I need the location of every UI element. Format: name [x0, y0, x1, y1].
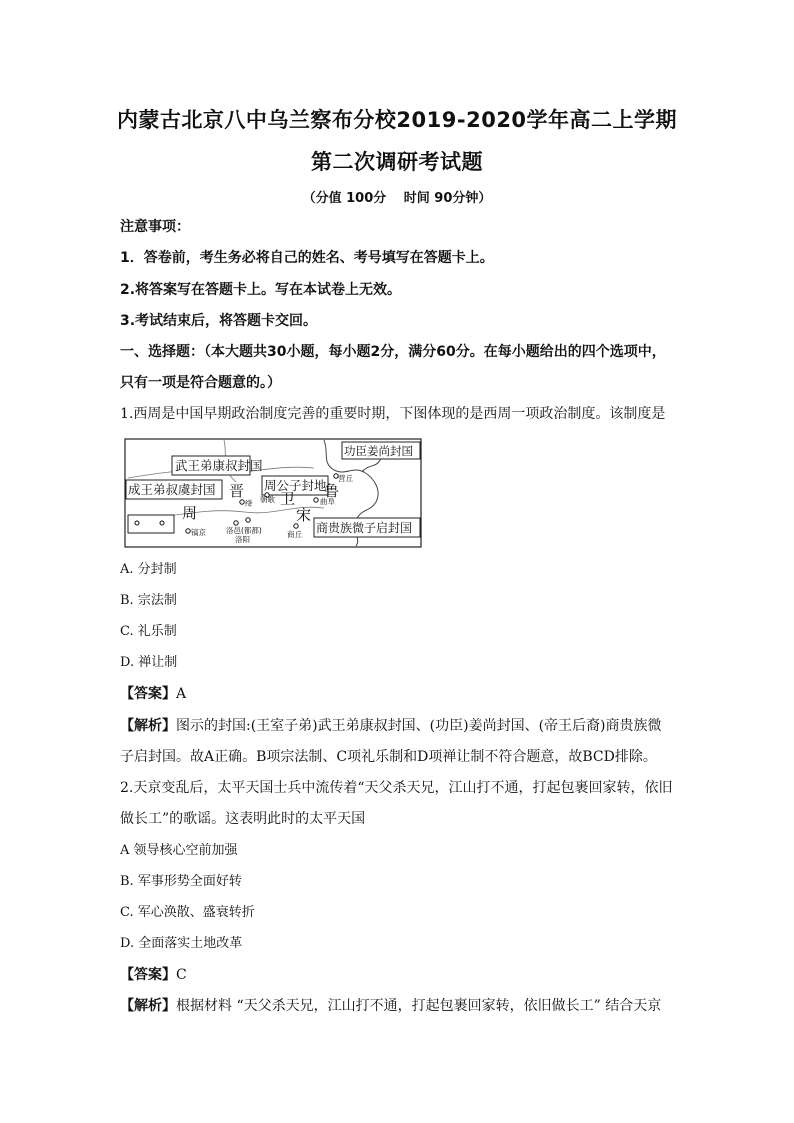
- q2-analysis-label: 【解析】: [120, 998, 176, 1014]
- map-city-jiang: 绛: [245, 499, 253, 508]
- q2-answer-label: 【答案】: [120, 967, 176, 983]
- q1-option-a: A. 分封制: [120, 562, 177, 577]
- exam-title-line2: 第二次调研考试题: [311, 150, 483, 174]
- map-box-zhougong-son: 周公子封地: [264, 478, 327, 493]
- q2-answer: [120, 965, 690, 985]
- note-item-2: 2.将答案写在答题卡上。写在本试卷上无效。: [120, 282, 402, 298]
- q2-option-b: B. 军事形势全面好转: [120, 874, 242, 889]
- q1-option-c: C. 礼乐制: [120, 624, 177, 639]
- q2-answer-value: C: [176, 967, 187, 983]
- map-city-luoyang: 洛阳: [235, 535, 250, 544]
- map-box-weiziqi: 商贵族微子启封国: [316, 521, 413, 535]
- q2-option-a: A 领导核心空前加强: [120, 843, 238, 858]
- q1-analysis-text-1: 图示的封国:(王室子弟)武王弟康叔封国、(功臣)姜尚封国、(帝王后裔)商贵族微: [176, 718, 662, 734]
- map-label-song: 宋: [296, 506, 312, 524]
- q1-option-b: B. 宗法制: [120, 593, 177, 608]
- section-title-line2: 只有一项是符合题意的。）: [120, 375, 281, 391]
- exam-title-line1: 内蒙古北京八中乌兰察布分校2019-2020学年高二上学期: [116, 108, 678, 132]
- note-item-3: 3.考试结束后，将答题卡交回。: [120, 313, 318, 329]
- q1-analysis-line2: 子启封国。故A正确。B项宗法制、C项礼乐制和D项禅让制不符合题意，故BCD排除。: [120, 749, 657, 765]
- note-item-1: 1．答卷前，考生务必将自己的姓名、考号填写在答题卡上。: [120, 250, 494, 266]
- q2-analysis-text-1: 根据材料 “天父杀天兄，江山打不通，打起包裹回家转，依旧做长工” 结合天京: [176, 998, 662, 1014]
- q1-analysis-label: 【解析】: [120, 718, 176, 734]
- score-time-info: （分值 100分 时间 90分钟）: [302, 191, 492, 206]
- q2-option-c: C. 军心涣散、盛衰转折: [120, 905, 255, 920]
- map-box-kangshu: 武王弟康叔封国: [175, 458, 263, 473]
- map-label-zhou: 周: [182, 504, 198, 522]
- q1-answer: [120, 684, 690, 704]
- q1-option-d: D. 禅让制: [120, 655, 178, 670]
- q1-answer-label: 【答案】: [120, 686, 176, 702]
- question-1-stem: 1.西周是中国早期政治制度完善的重要时期，下图体现的是西周一项政治制度。该制度是: [120, 406, 666, 422]
- q2-analysis-line1: [120, 996, 690, 1016]
- map-city-shangqiu: 商丘: [287, 530, 302, 539]
- map-label-wei: 卫: [280, 490, 296, 508]
- question-2-stem-line1: 2.天京变乱后，太平天国士兵中流传着“天父杀天兄，江山打不通，打起包裹回家转，依旧: [120, 780, 673, 796]
- question-2-stem-line2: 做长工”的歌谣。这表明此时的太平天国: [120, 811, 366, 827]
- map-box-jiangshang: 功臣姜尚封国: [344, 444, 413, 458]
- western-zhou-fiefdom-map: [124, 438, 422, 548]
- section-title-line1: 一、选择题：（本大题共30小题，每小题2分，满分60分。在每小题给出的四个选项中，: [120, 344, 666, 360]
- q2-option-d: D. 全面落实土地改革: [120, 936, 243, 951]
- map-box-shuyu: 成王弟叔虞封国: [128, 482, 216, 497]
- q1-analysis-line1: [120, 716, 690, 736]
- map-city-zhaoge: 朝歌: [260, 495, 275, 504]
- map-label-jin: 晋: [229, 482, 245, 500]
- map-city-yingqiu: 营丘: [338, 474, 353, 483]
- q1-answer-value: A: [176, 686, 187, 702]
- map-city-qufu: 曲阜: [320, 497, 335, 506]
- map-city-haojing: 镐京: [191, 528, 206, 537]
- notes-heading: 注意事项：: [120, 219, 190, 235]
- map-label-lu: 鲁: [324, 482, 340, 500]
- map-city-luoyi: 洛邑(都都): [226, 526, 262, 535]
